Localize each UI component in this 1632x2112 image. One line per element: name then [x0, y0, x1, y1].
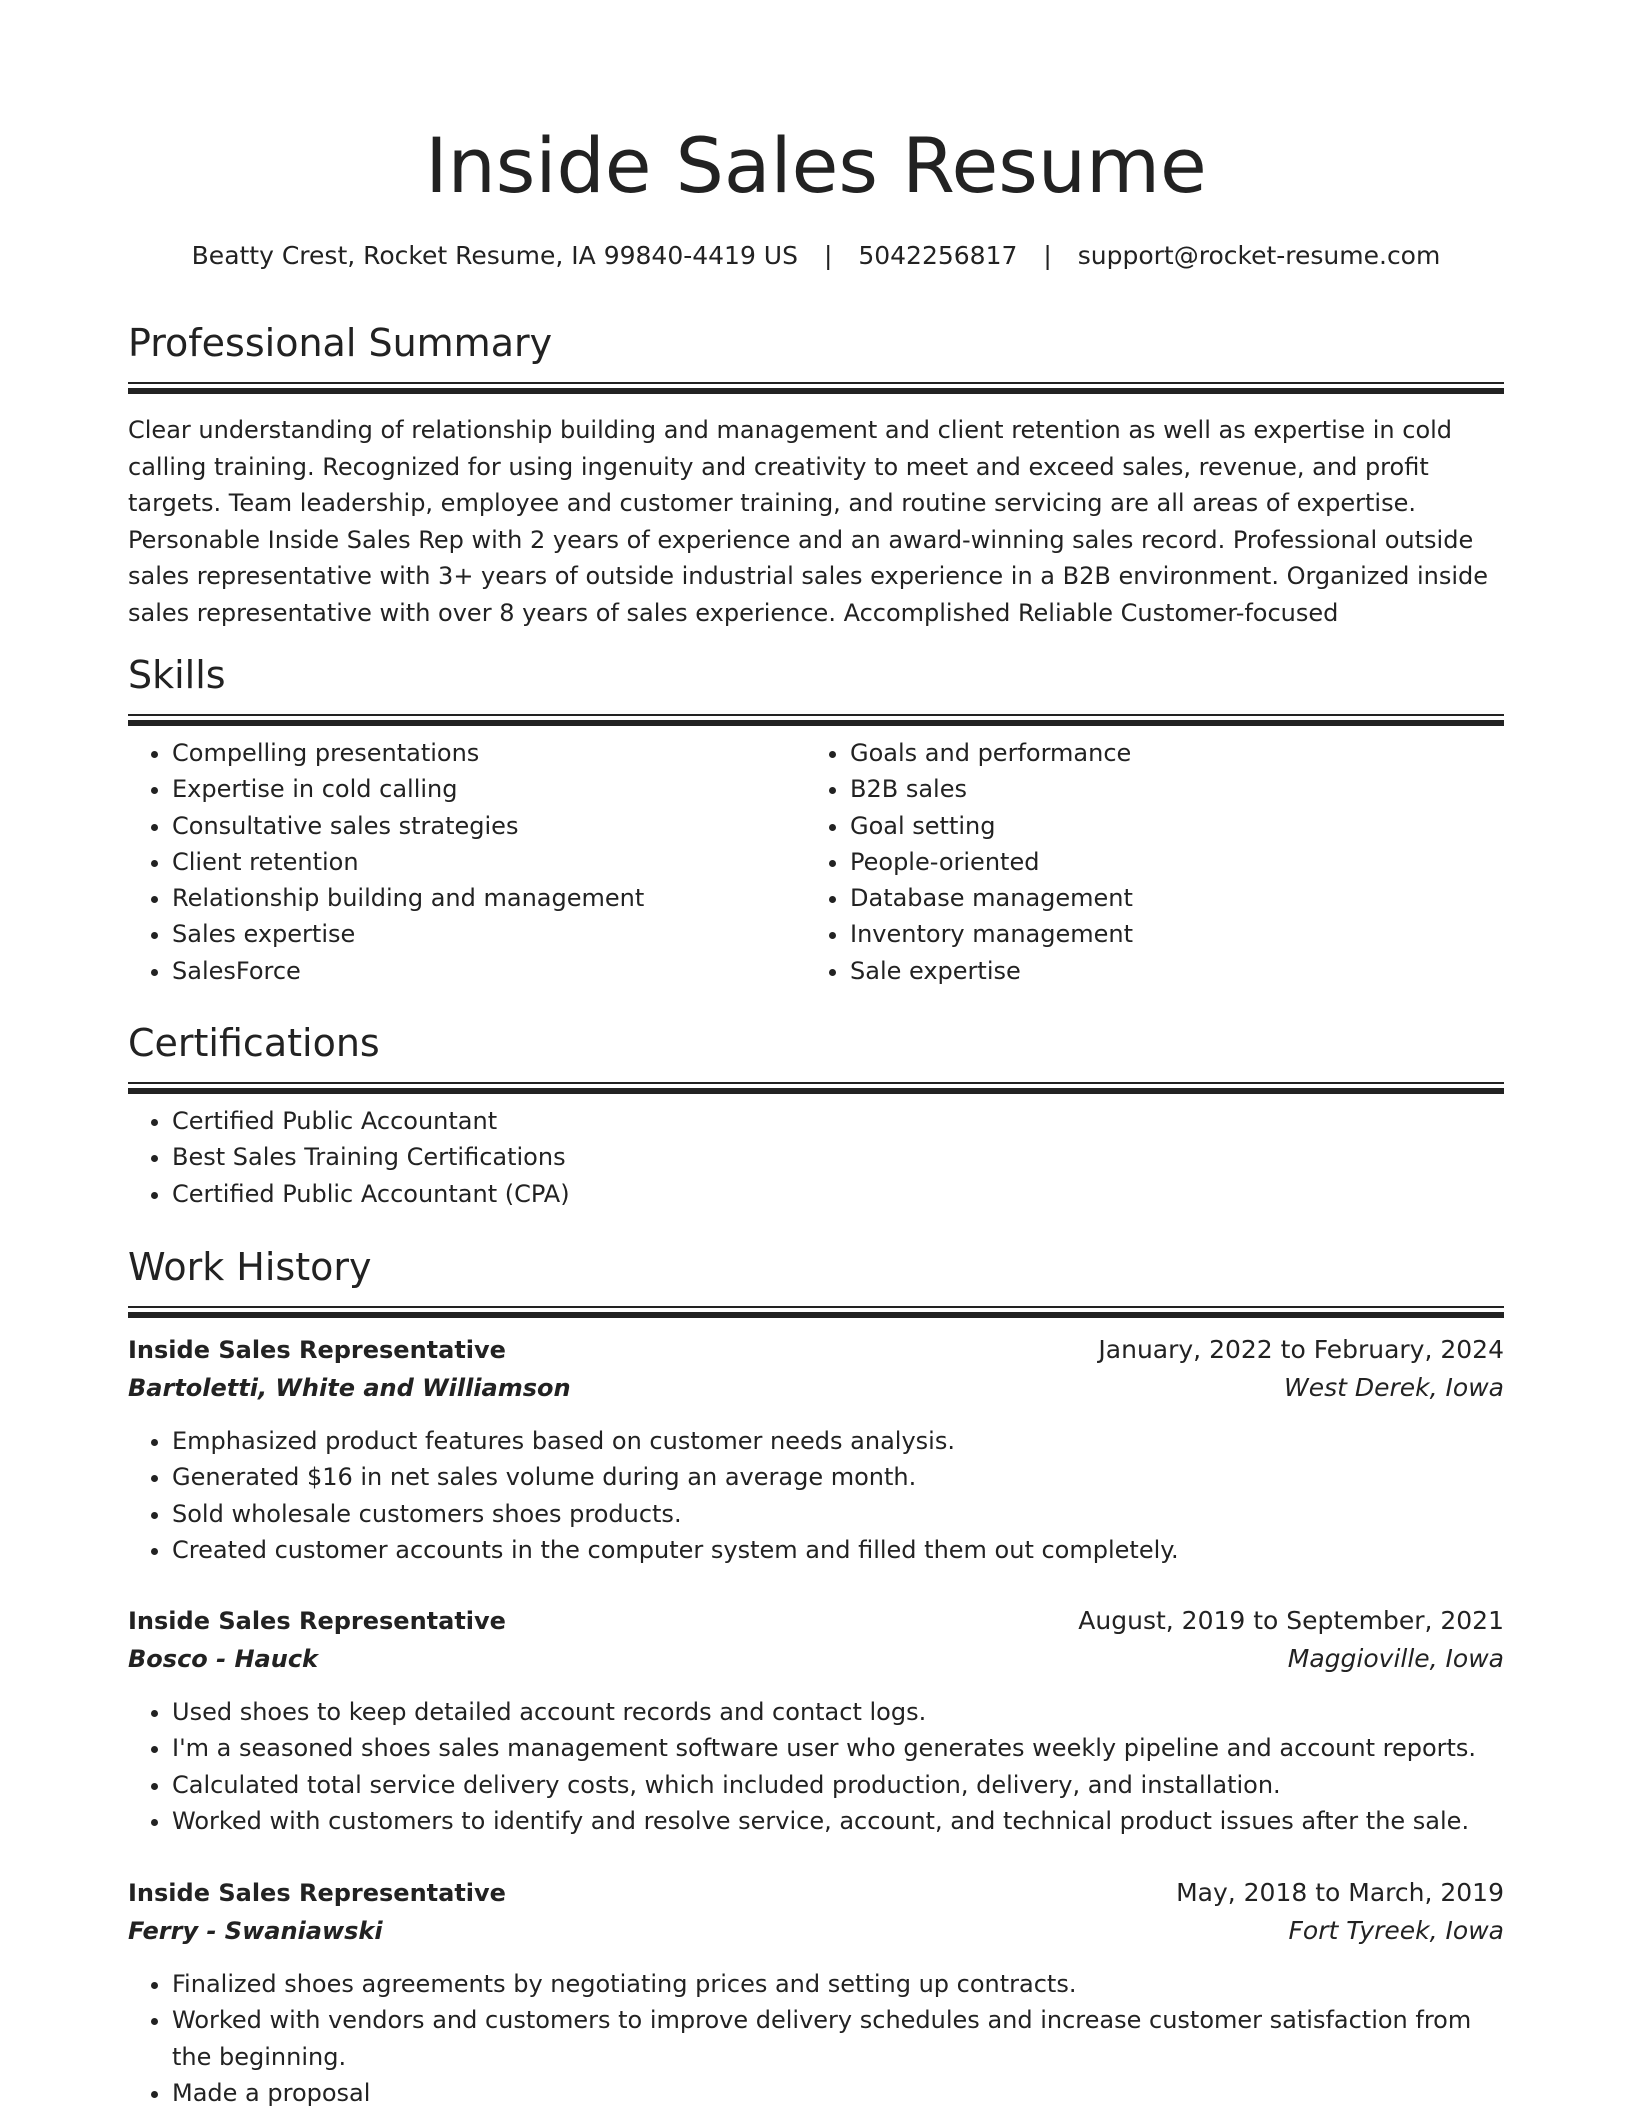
skill-item: • Client retention — [172, 844, 806, 880]
job-header-row — [128, 1602, 1504, 1640]
skills-list-left — [128, 735, 806, 989]
job-company-row — [128, 1369, 1504, 1407]
skills-right-column — [806, 735, 1484, 989]
contact-separator: | — [1043, 241, 1052, 270]
job-title: Inside Sales Representative — [128, 1607, 506, 1635]
skill-item: • Sale expertise — [850, 953, 1484, 989]
section-title: Professional Summary — [128, 321, 553, 365]
job-company: Bosco - Hauck — [128, 1645, 319, 1673]
section-divider — [128, 714, 1504, 716]
resume-name: Inside Sales Resume — [425, 121, 1207, 210]
job-entry — [128, 1874, 1504, 2111]
job-bullet: • Worked with customers to identify and resolve service, account, and technical product issues after the sale. — [172, 1803, 1504, 1839]
job-header-row — [128, 1331, 1504, 1369]
contact-address: Beatty Crest, Rocket Resume, IA 99840-4419 US — [191, 241, 798, 270]
job-bullets — [128, 1966, 1504, 2111]
skill-item: • Consultative sales strategies — [172, 808, 806, 844]
job-title: Inside Sales Representative — [128, 1336, 506, 1364]
job-bullet: • Worked with vendors and customers to improve delivery schedules and increase customer satisfaction from the beginning. — [172, 2002, 1504, 2075]
certifications-list — [128, 1103, 1504, 1212]
summary-text: Clear understanding of relationship building and management and client retention as well as expertise in cold calling training. Recognized for using ingenuity and creativity to meet and exceed sales, revenue, and profit targets. Team leadership, employee and customer training, and routine servicing are all areas of expertise. Personable Inside Sales Rep with 2 years of experience and an award-winning sales record. Professional outside sales representative with 3+ years of outside industrial sales experience in a B2B environment. Organized inside sales representative with over 8 years of sales experience. Accomplished Reliable Customer-focused — [128, 416, 1489, 627]
job-company: Bartoletti, White and Williamson — [128, 1374, 571, 1402]
section-divider — [128, 1082, 1504, 1084]
job-bullet: • Used shoes to keep detailed account records and contact logs. — [172, 1694, 1504, 1730]
skill-item: • Goals and performance — [850, 735, 1484, 771]
job-location: Fort Tyreek, Iowa — [1288, 1916, 1504, 1945]
job-dates: May, 2018 to March, 2019 — [1176, 1878, 1504, 1907]
job-bullet: • Emphasized product features based on customer needs analysis. — [172, 1423, 1504, 1459]
skill-item: • Compelling presentations — [172, 735, 806, 771]
certifications-section — [128, 1018, 1504, 1212]
job-company: Ferry - Swaniawski — [128, 1917, 383, 1945]
job-entry — [128, 1331, 1504, 1568]
contact-separator: | — [823, 241, 833, 270]
skills-columns — [128, 735, 1504, 989]
certifications-list-wrap — [128, 1103, 1504, 1212]
contact-line — [128, 238, 1504, 274]
job-location: Maggioville, Iowa — [1287, 1644, 1504, 1673]
job-bullet: • I'm a seasoned shoes sales management software user who generates weekly pipeline and account reports. — [172, 1730, 1504, 1766]
job-company-row — [128, 1640, 1504, 1678]
section-title: Skills — [128, 653, 226, 697]
section-title: Certifications — [128, 1021, 380, 1065]
job-bullet: • Sold wholesale customers shoes products. — [172, 1496, 1504, 1532]
skills-left-column — [128, 735, 806, 989]
skill-item: • Inventory management — [850, 916, 1484, 952]
section-title: Work History — [128, 1245, 372, 1289]
contact-email: support@rocket-resume.com — [1077, 241, 1441, 270]
job-header-row — [128, 1874, 1504, 1912]
work-history-section — [128, 1242, 1504, 1308]
certification-item: • Certified Public Accountant — [172, 1103, 1504, 1139]
job-company-row — [128, 1912, 1504, 1950]
job-dates: January, 2022 to February, 2024 — [1098, 1335, 1504, 1364]
skill-item: • Sales expertise — [172, 916, 806, 952]
section-divider — [128, 1306, 1504, 1308]
job-bullet: • Generated $16 in net sales volume during an average month. — [172, 1459, 1504, 1495]
skills-list-right — [806, 735, 1484, 989]
certification-item: • Best Sales Training Certifications — [172, 1139, 1504, 1175]
job-dates: August, 2019 to September, 2021 — [1078, 1606, 1504, 1635]
certification-item: • Certified Public Accountant (CPA) — [172, 1176, 1504, 1212]
job-bullet: • Finalized shoes agreements by negotiating prices and setting up contracts. — [172, 1966, 1504, 2002]
summary-section — [128, 318, 1504, 631]
job-bullet: • Calculated total service delivery costs, which included production, delivery, and installation. — [172, 1767, 1504, 1803]
skill-item: • Relationship building and management — [172, 880, 806, 916]
section-divider — [128, 382, 1504, 384]
job-bullet: • Created customer accounts in the computer system and filled them out completely. — [172, 1532, 1504, 1568]
skill-item: • SalesForce — [172, 953, 806, 989]
skill-item: • Database management — [850, 880, 1484, 916]
skill-item: • Goal setting — [850, 808, 1484, 844]
job-bullets — [128, 1694, 1504, 1839]
job-location: West Derek, Iowa — [1284, 1373, 1504, 1402]
job-bullets — [128, 1423, 1504, 1568]
job-bullet: • Made a proposal — [172, 2075, 1504, 2111]
skill-item: • People-oriented — [850, 844, 1484, 880]
skills-section — [128, 650, 1504, 989]
skill-item: • B2B sales — [850, 771, 1484, 807]
skill-item: • Expertise in cold calling — [172, 771, 806, 807]
job-entry — [128, 1602, 1504, 1839]
job-title: Inside Sales Representative — [128, 1879, 506, 1907]
contact-phone: 5042256817 — [858, 241, 1018, 270]
